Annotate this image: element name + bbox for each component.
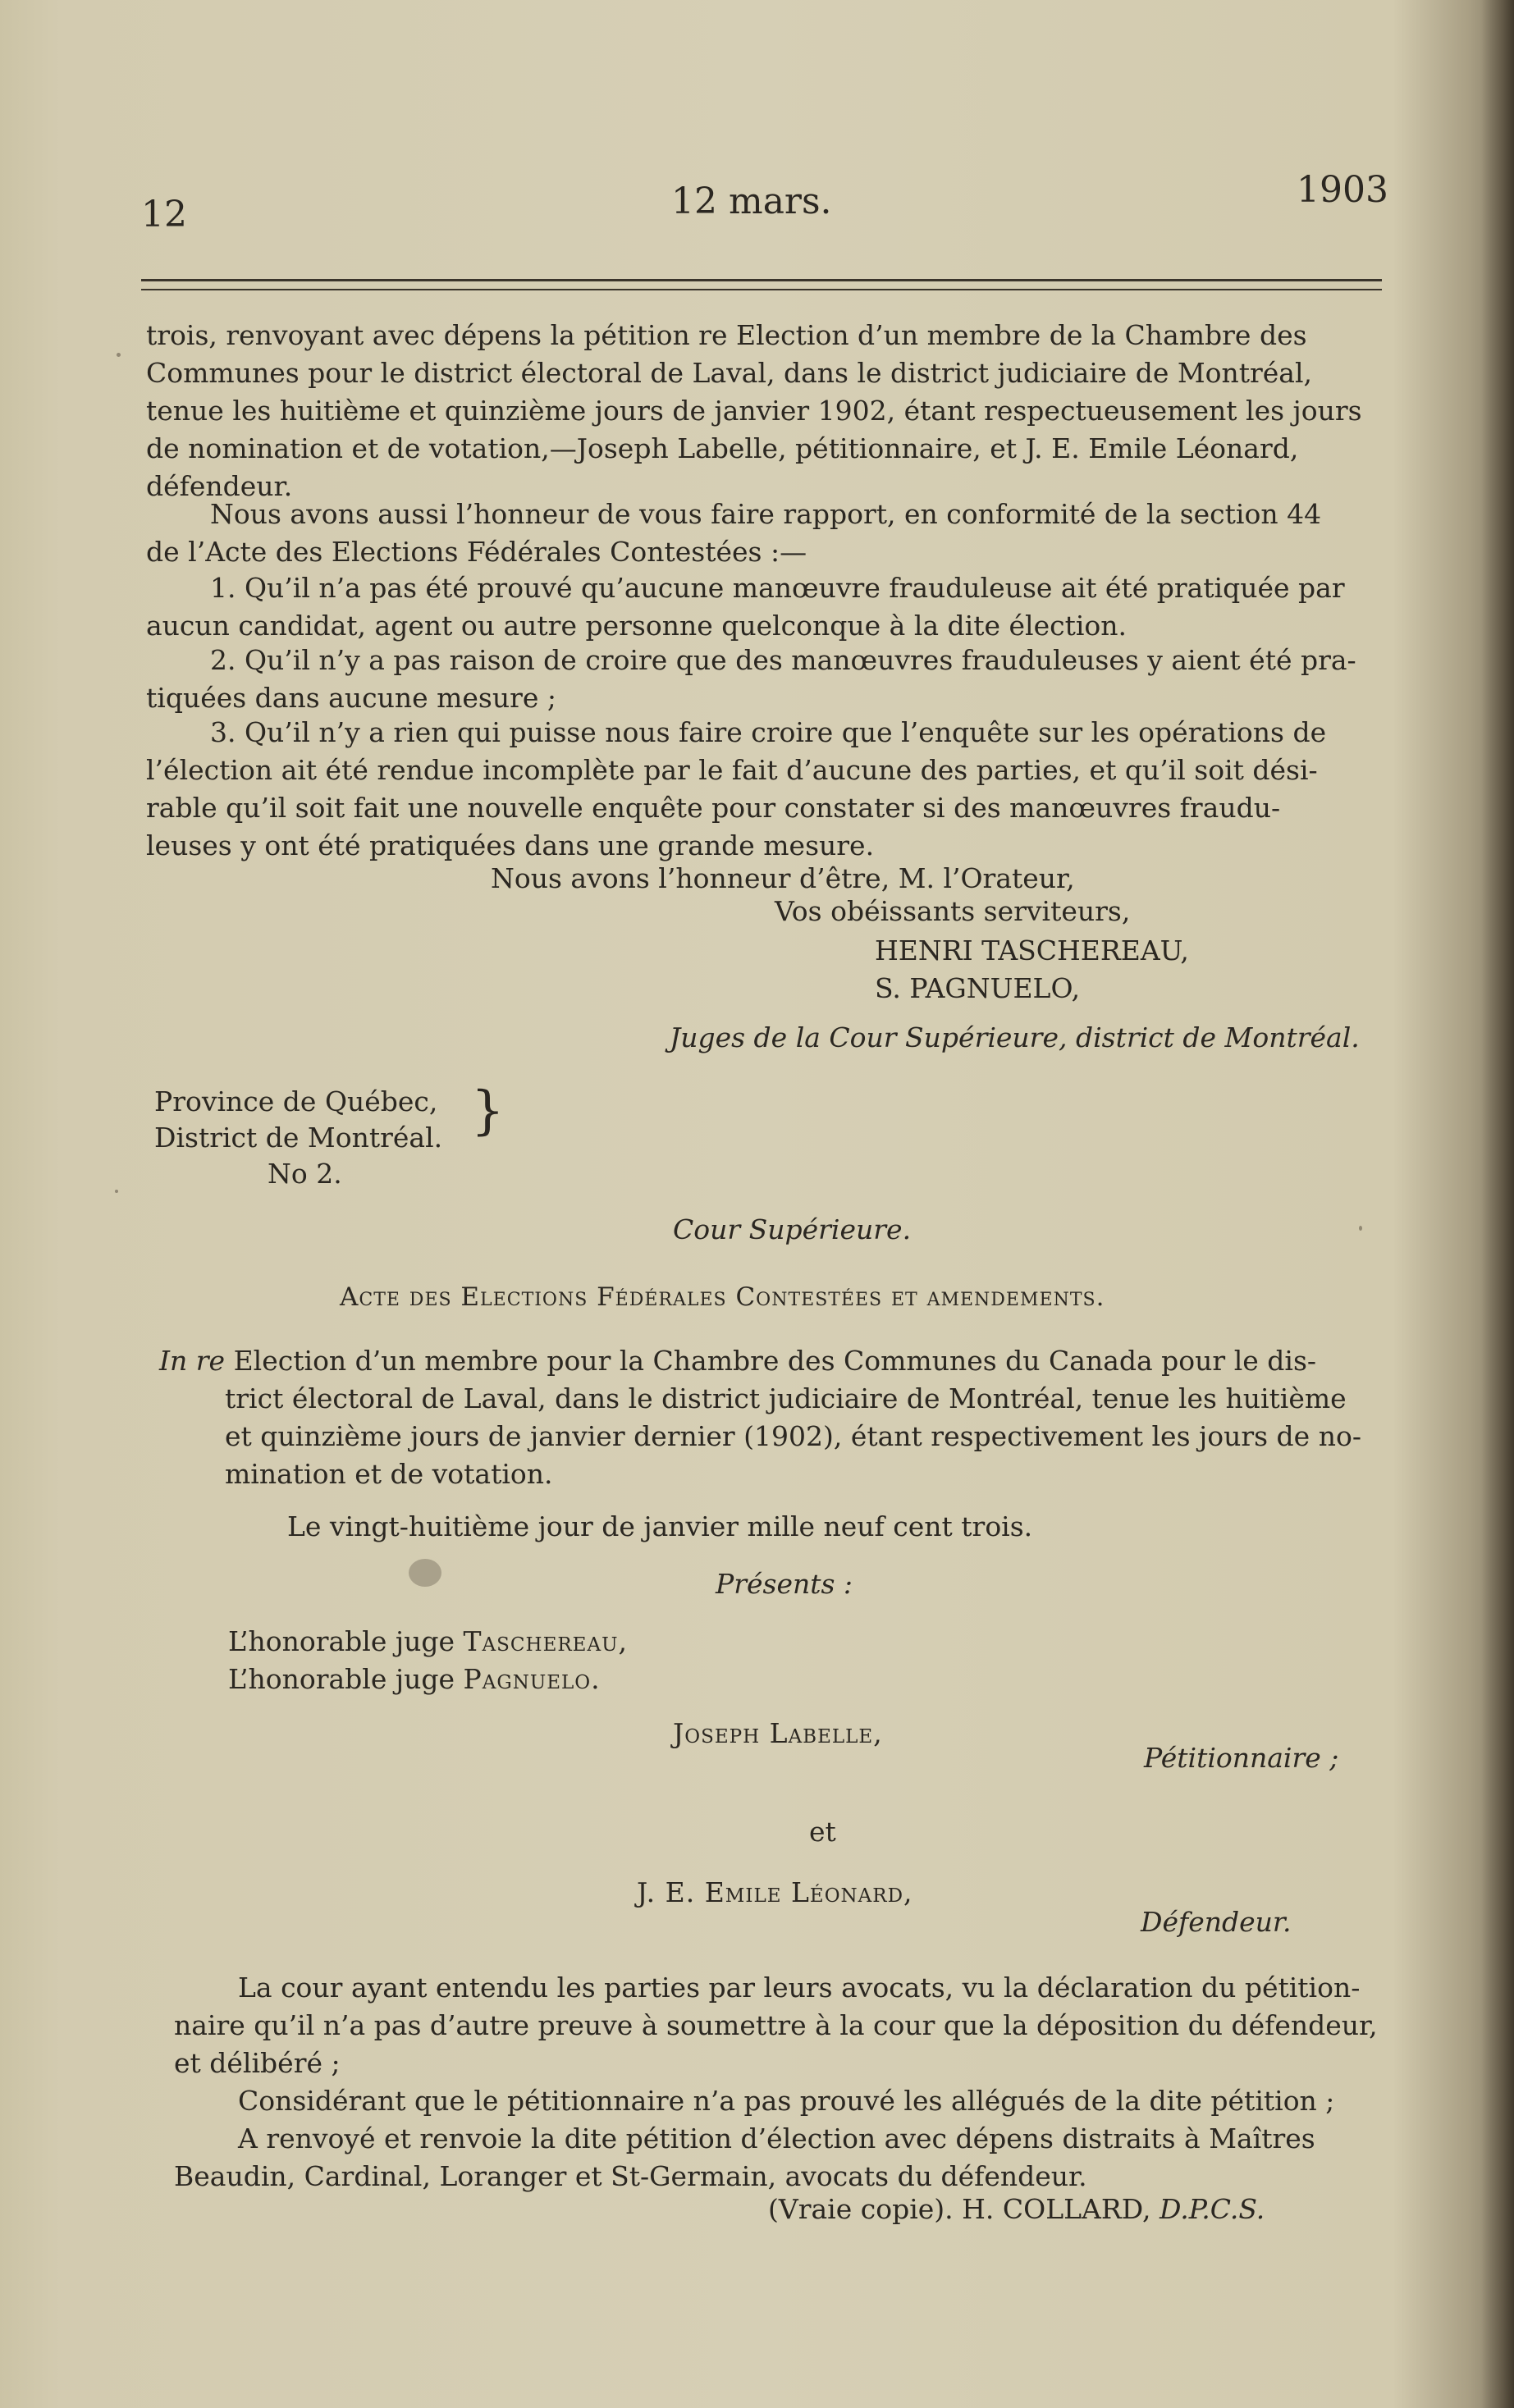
report-paragraph-2 [146,496,1400,571]
act-title: Acte des Elections Fédérales Contestées et amendements. [340,1282,1105,1312]
judge-1-name: Taschereau, [463,1625,628,1657]
text-line: leuses y ont été pratiquées dans une grande mesure. [146,829,875,861]
clerk-title: D.P.C.S. [1160,2193,1265,2225]
text-line: mination et de votation. [225,1458,553,1490]
text-line: Beaudin, Cardinal, Loranger et St-Germain, avocats du défendeur. [174,2160,1087,2192]
page-year: 1903 [1297,169,1388,211]
text-line: trict électoral de Laval, dans le district judiciaire de Montréal, tenue les huitième [225,1382,1347,1414]
ink-speck [117,353,121,357]
court-name: Cour Supérieure. [673,1213,912,1245]
page-edge-shadow [1481,0,1514,2408]
text-line: Nous avons aussi l’honneur de vous faire rapport, en conformité de la section 44 [210,498,1322,530]
page-date: 12 mars. [671,180,832,222]
judge-2-prefix: L’honorable juge [228,1663,455,1695]
judge-2-name: Pagnuelo. [463,1663,601,1695]
defendant-role: Défendeur. [1141,1906,1292,1938]
ink-speck [115,1190,118,1193]
true-copy [768,2189,1265,2230]
text-line: rable qu’il soit fait une nouvelle enquête pour constater si des manœuvres fraudu- [146,792,1281,824]
page-number: 12 [141,194,187,235]
case-number: No 2. [268,1158,342,1190]
in-re-text: Election d’un membre pour la Chambre des Communes du Canada pour le dis- [233,1345,1317,1377]
text-line: de l’Acte des Elections Fédérales Contestées :— [146,536,807,568]
ruling-paragraph [174,1969,1426,2196]
conjunction-et: et [809,1816,836,1848]
province-line: Province de Québec, [154,1085,438,1117]
ink-speck [1359,1226,1362,1231]
report-item-2 [146,642,1400,717]
defendant-name: J. E. Emile Léonard, [637,1876,913,1908]
text-line: naire qu’il n’a pas d’autre preuve à soumettre à la cour que la déposition du défendeur, [174,2009,1378,2041]
text-line: La cour ayant entendu les parties par leurs avocats, vu la déclaration du pétition- [238,1972,1361,2004]
petitioner-name: Joseph Labelle, [673,1717,883,1749]
text-line: 1. Qu’il n’a pas été prouvé qu’aucune manœuvre frauduleuse ait été pratiquée par [210,572,1345,604]
text-line: de nomination et de votation,—Joseph Labelle, pétitionnaire, et J. E. Emile Léonard, [146,432,1299,464]
text-line: 3. Qu’il n’y a rien qui puisse nous faire croire que l’enquête sur les opérations de [210,716,1327,748]
judge-1-prefix: L’honorable juge [228,1625,455,1657]
judge-2 [228,1659,601,1700]
text-line: Communes pour le district électoral de Laval, dans le district judiciaire de Montréal, [146,357,1313,389]
curly-brace: } [471,1081,505,1141]
judgment-date: Le vingt-huitième jour de janvier mille neuf cent trois. [287,1510,1033,1542]
true-copy-label: (Vraie copie). [768,2193,954,2225]
text-line: et délibéré ; [174,2047,341,2079]
clerk-name: H. COLLARD, [962,2193,1151,2225]
text-line: trois, renvoyant avec dépens la pétition re Election d’un membre de la Chambre des [146,319,1307,351]
signer-1: HENRI TASCHEREAU, [875,934,1189,966]
text-line: aucun candidat, agent ou autre personne quelconque à la dite élection. [146,610,1127,642]
ink-spot [409,1559,441,1587]
report-paragraph-1 [146,317,1400,505]
text-line: tiquées dans aucune mesure ; [146,682,557,714]
text-line [159,1342,1407,1380]
district-line: District de Montréal. [154,1122,443,1154]
header-rule-bottom [141,289,1382,290]
in-re-paragraph [159,1342,1407,1493]
text-line: A renvoyé et renvoie la dite pétition d’élection avec dépens distraits à Maîtres [238,2122,1315,2154]
report-item-1 [146,569,1400,645]
in-re-label: In re [159,1345,226,1377]
header-rule-top [141,279,1382,281]
closing-line: Nous avons l’honneur d’être, M. l’Orateur, [491,862,1075,894]
closing-line-2: Vos obéissants serviteurs, [775,895,1131,927]
text-line: et quinzième jours de janvier dernier (1902), étant respectivement les jours de no- [225,1420,1361,1452]
judge-1 [228,1621,628,1662]
report-item-3 [146,714,1400,865]
text-line: 2. Qu’il n’y a pas raison de croire que des manœuvres frauduleuses y aient été pra- [210,644,1356,676]
text-line: Considérant que le pétitionnaire n’a pas prouvé les allégués de la dite pétition ; [238,2085,1335,2117]
text-line: défendeur. [146,470,293,502]
petitioner-role: Pétitionnaire ; [1144,1742,1339,1774]
text-line: tenue les huitième et quinzième jours de janvier 1902, étant respectueusement les jours [146,395,1362,427]
text-line: l’élection ait été rendue incomplète par le fait d’aucune des parties, et qu’il soit dési- [146,754,1318,786]
signer-title: Juges de la Cour Supérieure, district de Montréal. [670,1021,1360,1053]
signer-2: S. PAGNUELO, [875,972,1081,1004]
presents-label: Présents : [716,1568,853,1600]
